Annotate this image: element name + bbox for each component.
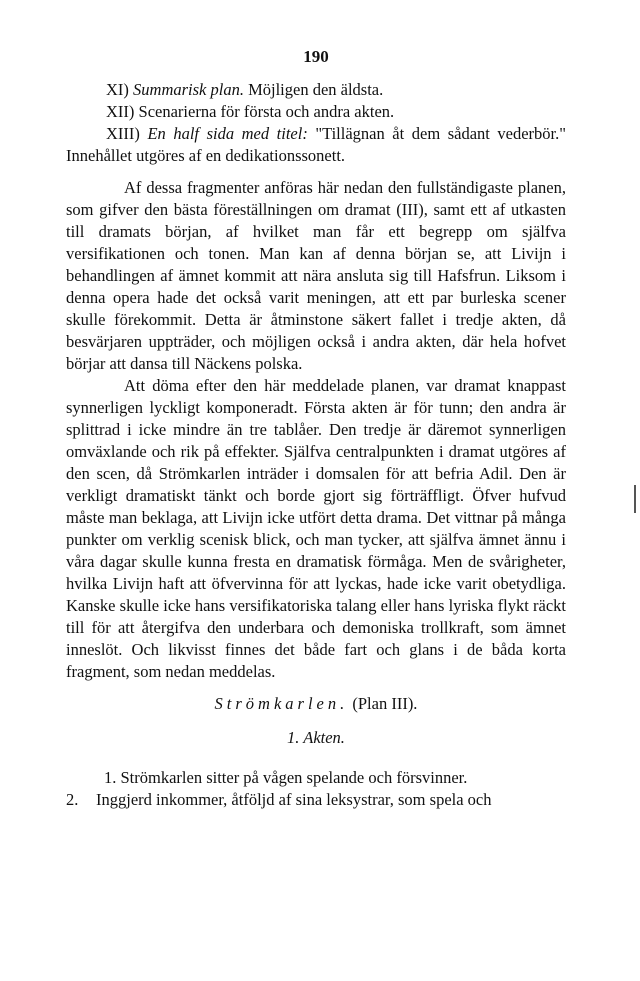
scene-number: 2. — [66, 790, 79, 809]
list-number: XII) — [106, 102, 135, 121]
paragraph-1: Af dessa fragmenter anföras här nedan den fullständigaste planen, som gifver den bästa föreställningen om dramat (III), samt ett af utkasten till dramats början, af hvilket man får ett begrepp om själfva versifikationen och tonen. Man kan af denna början se, att Livijn i behandlingen af ämnet kommit att nära ansluta sig till Hafsfrun. Liksom i denna opera hade det också varit meningen, att ett par burleska scener skulle förekommit. Detta är åtminstone säkert fallet i tredje akten, då besvärjaren uppträder, och möjligen också i andra akten, där hela hofvet börjar att dansa till Näckens polska. — [66, 178, 566, 373]
list-number: XIII) — [106, 124, 140, 143]
list-number: XI) — [106, 80, 129, 99]
page-number: 190 — [303, 47, 329, 66]
list-text: Scenarierna för första och andra akten. — [134, 102, 395, 121]
paragraph-2: Att döma efter den här meddelade planen, var dramat knappast synnerligen lyckligt komponeradt. Första akten är för tunn; den andra är splittrad i icke mindre än tre tablåer. Den tredje är däremot synnerligen omväxlande och rik på effekter. Själfva centralpunkten i dramat utgöres af den scen, då Strömkarlen inträder i domsalen för att befria Adil. Den är verkligt dramatiskt tänkt och borde gjort sig förträffligt. Öfver hufvud måste man beklaga, att Livijn icke utfört detta drama. Det vittnar på många punkter om verklig scenisk blick, och man tycker, att själfva ämnet ännu i våra dagar skulle kunna fresta en dramatisk förmåga. Men de svårigheter, hvilka Livijn haft att öfvervinna för att lyckas, hade icke varit obetydliga. Kanske skulle icke hans versifikatoriska talang eller hans lyriska flykt räckt till för att återgifva den underbara och demoniska trollkraft, som ämnet inneslöt. Och likvisst finnes det både fart och glans i de båda korta fragment, som nedan meddelas. — [66, 376, 566, 681]
section-title-name: Strömkarlen. — [214, 694, 349, 713]
list-item-xi — [66, 79, 566, 101]
scene-item-1 — [66, 767, 566, 789]
scene-item-2 — [66, 789, 566, 811]
list-italic-text: En half sida med titel: — [147, 124, 308, 143]
scene-text: Strömkarlen sitter på vågen spelande och försvinner. — [120, 768, 468, 787]
list-text: Möjligen den äldsta. — [243, 80, 384, 99]
list-item-xiii — [66, 123, 566, 167]
act-title: 1. Akten. — [287, 728, 345, 747]
section-title — [66, 693, 566, 715]
list-text: "Tillägnan åt dem sådant vederbör." Innehållet utgöres af en dedikationssonett. — [66, 124, 566, 165]
list-item-xii — [66, 101, 566, 123]
margin-mark — [634, 485, 636, 513]
section-title-plan: (Plan III). — [348, 694, 418, 713]
book-page — [66, 46, 566, 811]
list-italic-text: Summarisk plan. — [133, 80, 244, 99]
scene-text: Inggjerd inkommer, åtföljd af sina leksystrar, som spela och — [96, 790, 492, 809]
scene-number: 1. — [104, 768, 117, 787]
